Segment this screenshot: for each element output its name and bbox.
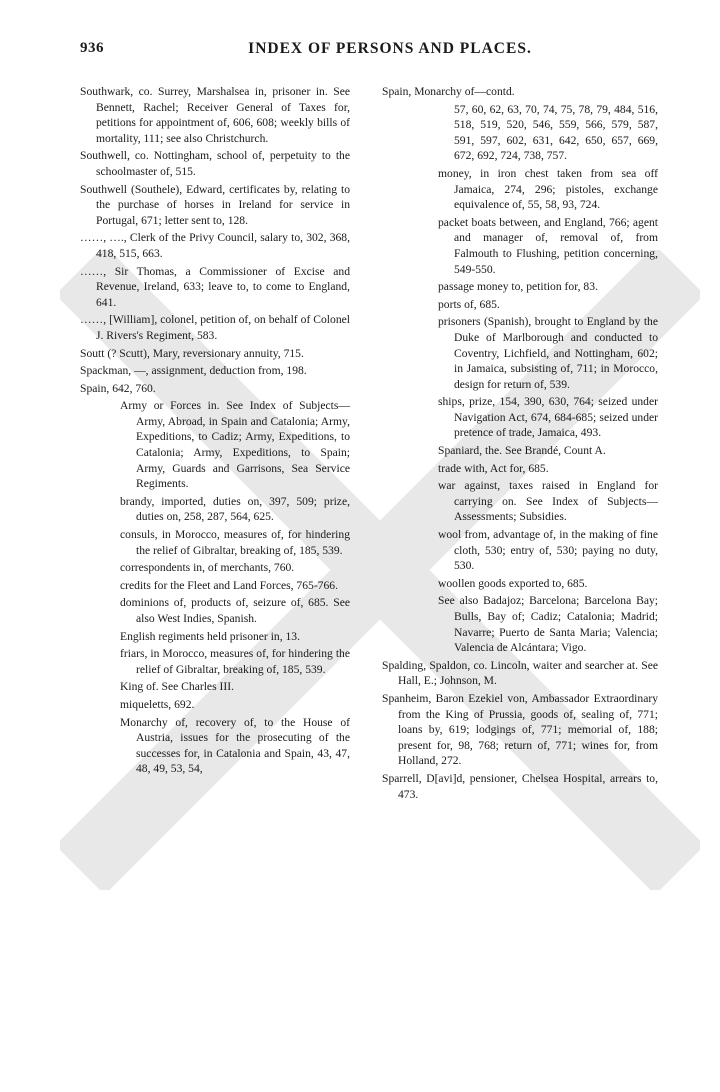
index-entry: Southwark, co. Surrey, Marshalsea in, prisoner in. See Bennett, Rachel; Receiver General of Taxes for, petitions for appointment of, 606, 608; weekly bills of mortality, 111; see also Christchurch.	[80, 85, 350, 145]
index-entry: King of. See Charles III.	[120, 680, 234, 694]
index-entry: brandy, imported, duties on, 397, 509; prize, duties on, 258, 287, 564, 625.	[120, 494, 350, 524]
index-entry: Soutt (? Scutt), Mary, reversionary annuity, 715.	[80, 346, 304, 360]
index-entry: woollen goods exported to, 685.	[438, 576, 588, 590]
index-entry: Southwell, co. Nottingham, school of, perpetuity to the schoolmaster of, 515.	[80, 149, 350, 178]
index-entry: wool from, advantage of, in the making of fine cloth, 530; entry of, 530; paying no duty, 530.	[438, 528, 658, 573]
index-entry: English regiments held prisoner in, 13.	[120, 629, 300, 643]
index-entry: ports of, 685.	[438, 297, 500, 311]
index-entry: ……, Sir Thomas, a Commissioner of Excise and Revenue, Ireland, 633; leave to, to come to England, 641.	[80, 264, 350, 309]
index-entry: friars, in Morocco, measures of, for hindering the relief of Gibraltar, breaking of, 185, 539.	[120, 647, 350, 676]
index-entry: Spaniard, the. See Brandé, Count A.	[438, 444, 606, 458]
page-number: 936	[80, 40, 104, 56]
index-entry: Spalding, Spaldon, co. Lincoln, waiter and searcher at. See Hall, E.; Johnson, M.	[382, 658, 658, 688]
index-entry: consuls, in Morocco, measures of, for hindering the relief of Gibraltar, breaking of, 185, 539.	[120, 528, 350, 557]
index-entry: credits for the Fleet and Land Forces, 765-766.	[120, 578, 338, 592]
index-entry: Spain, 642, 760.	[80, 381, 156, 395]
index-entry: dominions of, products of, seizure of, 685. See also West Indies, Spanish.	[120, 596, 350, 625]
index-entry: correspondents in, of merchants, 760.	[120, 561, 295, 575]
index-column-left	[80, 84, 350, 779]
index-entry: ……, …., Clerk of the Privy Council, salary to, 302, 368, 418, 515, 663.	[80, 231, 350, 260]
index-entry: trade with, Act for, 685.	[438, 461, 549, 475]
index-entry: Spain, Monarchy of—contd.	[382, 85, 515, 98]
index-entry: war against, taxes raised in England for carrying on. See Index of Subjects—Assessments; Subsidies.	[438, 479, 658, 524]
index-entry: miqueletts, 692.	[120, 697, 195, 711]
page-header	[80, 40, 660, 68]
index-entry: 57, 60, 62, 63, 70, 74, 75, 78, 79, 484, 516, 518, 519, 520, 546, 559, 566, 579, 587, 591, 597, 602, 631, 642, 650, 657, 669, 672, 692, 724, 738, 757.	[454, 102, 658, 163]
running-head: INDEX OF PERSONS AND PLACES.	[248, 40, 532, 57]
index-entry: Monarchy of, recovery of, to the House of Austria, issues for the prosecuting of the successes for, in Catalonia and Spain, 43, 47, 48, 49, 53, 54,	[120, 715, 350, 776]
index-entry: money, in iron chest taken from sea off Jamaica, 274, 296; pistoles, exchange equivalence of, 55, 58, 93, 724.	[438, 166, 658, 212]
index-entry: Spackman, —, assignment, deduction from, 198.	[80, 364, 307, 378]
index-entry: Southwell (Southele), Edward, certificates by, relating to the purchase of horses in Ireland for service in Portugal, 671; letter sent to, 128.	[80, 182, 350, 227]
index-entry: prisoners (Spanish), brought to England by the Duke of Marlborough and conducted to Coventry, Lichfield, and Nottingham, 602; in Jamaica, subsisting of, 711; in Morocco, design for return of, 539.	[438, 315, 658, 391]
index-column-right	[382, 84, 658, 804]
index-entry: See also Badajoz; Barcelona; Barcelona Bay; Bulls, Bay of; Cadiz; Catalonia; Madrid; Navarre; Puerto de Santa Maria; Valencia; Valencia de Alcántara; Vigo.	[438, 594, 658, 655]
index-entry: ……, [William], colonel, petition of, on behalf of Colonel J. Rivers's Regiment, 583.	[80, 313, 350, 342]
index-entry: passage money to, petition for, 83.	[438, 280, 598, 294]
index-entry: Army or Forces in. See Index of Subjects—Army, Abroad, in Spain and Catalonia; Army, Expeditions, to Cadiz; Army, Expeditions, to Catalonia; Army, Expeditions, to Spain; Army, Guards and Garrisons, Sea Service Regiments.	[120, 399, 350, 491]
index-entry: Sparrell, D[avi]d, pensioner, Chelsea Hospital, arrears to, 473.	[382, 771, 658, 801]
index-entry: packet boats between, and England, 766; agent and manager of, removal of, from Falmouth to Flushing, petition concerning, 549-550.	[438, 215, 658, 276]
index-entry: ships, prize, 154, 390, 630, 764; seized under Navigation Act, 674, 684-685; seized under pretence of trade, Jamaica, 493.	[438, 395, 658, 440]
index-entry: Spanheim, Baron Ezekiel von, Ambassador Extraordinary from the King of Prussia, goods of, sealing of, 771; loans by, 619; lodgings of, 771; memorial of, 188; present for, 98, 768; return of, 771; wines for, from Holland, 272.	[382, 691, 658, 768]
